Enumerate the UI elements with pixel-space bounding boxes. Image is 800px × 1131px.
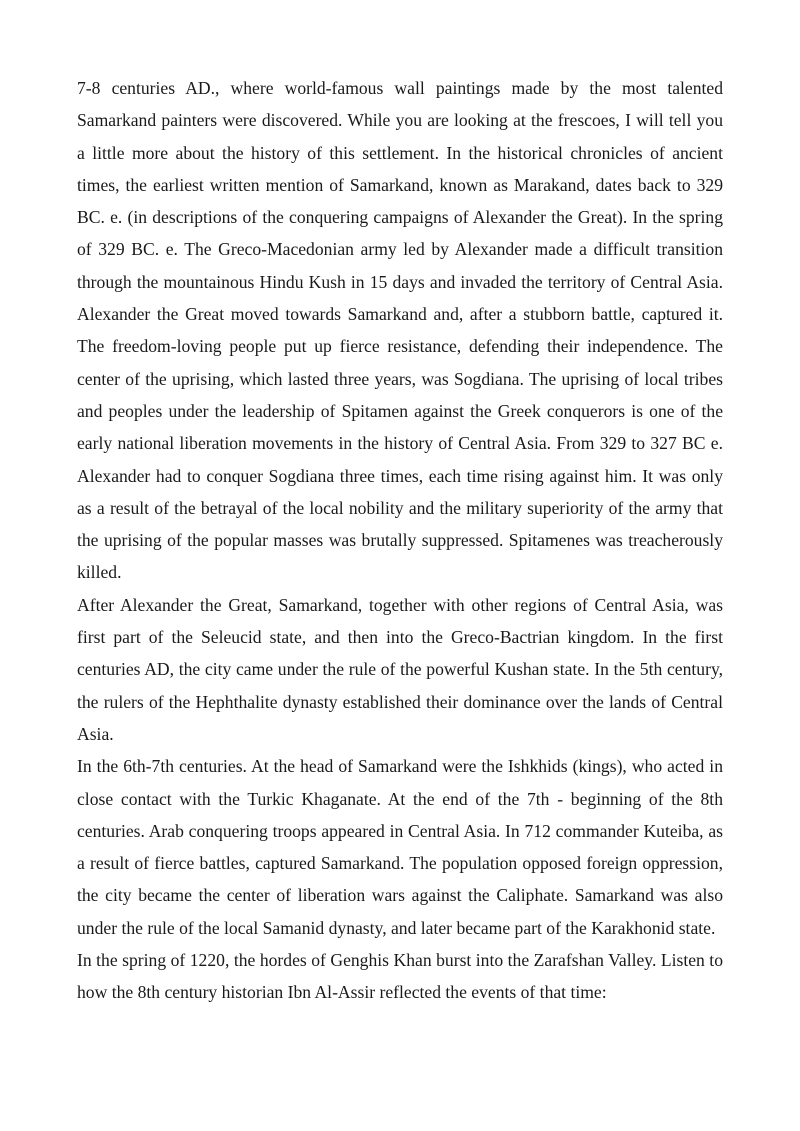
paragraph: In the spring of 1220, the hordes of Genghis Khan burst into the Zarafshan Valley. Listen to how the 8th century historian Ibn Al-Assir reflected the events of that time: <box>77 950 723 1003</box>
body-text <box>77 72 723 1009</box>
paragraph: After Alexander the Great, Samarkand, together with other regions of Central Asia, was first part of the Seleucid state, and then into the Greco-Bactrian kingdom. In the first centuries AD, the city came under the rule of the powerful Kushan state. In the 5th century, the rulers of the Hephthalite dynasty established their dominance over the lands of Central Asia. <box>77 594 723 744</box>
paragraph: 7-8 centuries AD., where world-famous wall paintings made by the most talented Samarkand painters were discovered. While you are looking at the frescoes, I will tell you a little more about the history of this settlement. In the historical chronicles of ancient times, the earliest written mention of Samarkand, known as Marakand, dates back to 329 BC. e. (in descriptions of the conquering campaigns of Alexander the Great). In the spring of 329 BC. e. The Greco-Macedonian army led by Alexander made a difficult transition through the mountainous Hindu Kush in 15 days and invaded the territory of Central Asia. Alexander the Great moved towards Samarkand and, after a stubborn battle, captured it. The freedom-loving people put up fierce resistance, defending their independence. The center of the uprising, which lasted three years, was Sogdiana. The uprising of local tribes and peoples under the leadership of Spitamen against the Greek conquerors is one of the early national liberation movements in the history of Central Asia. From 329 to 327 BC e. Alexander had to conquer Sogdiana three times, each time rising against him. It was only as a result of the betrayal of the local nobility and the military superiority of the army that the uprising of the popular masses was brutally suppressed. Spitamenes was treacherously killed. <box>77 78 723 583</box>
paragraph: In the 6th-7th centuries. At the head of Samarkand were the Ishkhids (kings), who acted in close contact with the Turkic Khaganate. At the end of the 7th - beginning of the 8th centuries. Arab conquering troops appeared in Central Asia. In 712 commander Kuteiba, as a result of fierce battles, captured Samarkand. The population opposed foreign oppression, the city became the center of liberation wars against the Caliphate. Samarkand was also under the rule of the local Samanid dynasty, and later became part of the Karakhonid state. <box>77 756 723 938</box>
